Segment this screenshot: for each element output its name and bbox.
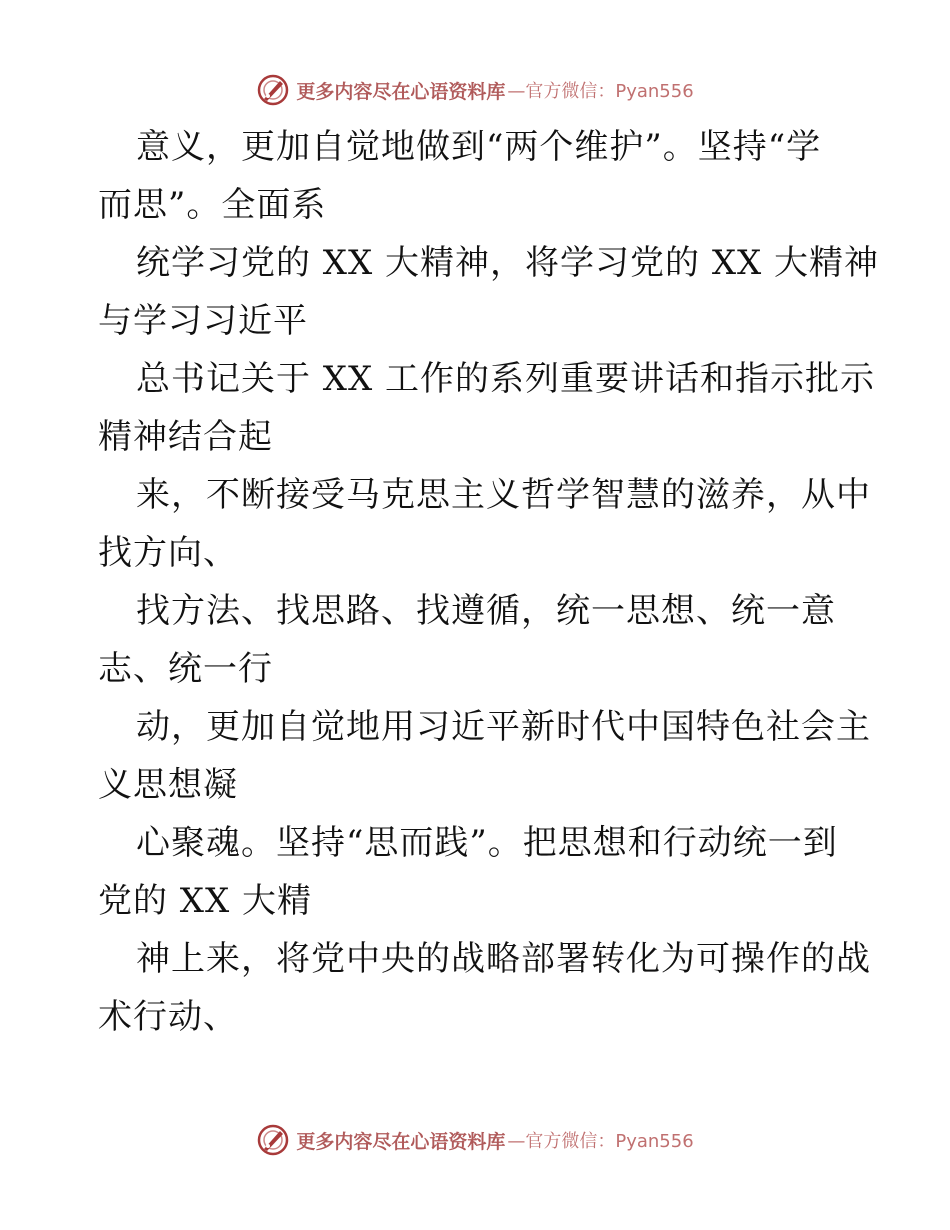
body-line: 义思想凝 [98,765,238,805]
body-line: 心聚魂。坚持“思而践”。把思想和行动统一到 [136,823,838,863]
banner-wechat: —官方微信：Pyan556 [507,81,694,102]
body-line: 而思”。全面系 [98,185,327,225]
body-line: 找方法、找思路、找遵循，统一思想、统一意 [136,591,836,631]
body-line: 神上来，将党中央的战略部署转化为可操作的战 [136,939,871,979]
pen-nib-logo-icon [256,73,290,107]
header-banner [0,70,950,110]
banner-text: 更多内容尽在心语资料库 [296,80,506,103]
banner-wechat: —官方微信：Pyan556 [507,1131,694,1152]
body-line: 与学习习近平 [98,301,308,341]
body-line: 动，更加自觉地用习近平新时代中国特色社会主 [136,707,871,747]
body-line: 术行动、 [98,997,238,1037]
banner-text: 更多内容尽在心语资料库 [296,1130,506,1153]
body-line: 党的 XX 大精 [98,881,313,921]
document-body [98,118,880,1046]
body-line: 统学习党的 XX 大精神，将学习党的 XX 大精神 [136,243,880,283]
footer-banner [0,1120,950,1160]
body-line: 总书记关于 XX 工作的系列重要讲话和指示批示 [136,359,876,399]
body-line: 找方向、 [98,533,238,573]
body-line: 精神结合起 [98,417,273,457]
body-line: 志、统一行 [98,649,273,689]
body-line: 意义，更加自觉地做到“两个维护”。坚持“学 [136,127,822,167]
pen-nib-logo-icon [256,1123,290,1157]
body-line: 来，不断接受马克思主义哲学智慧的滋养，从中 [136,475,871,515]
